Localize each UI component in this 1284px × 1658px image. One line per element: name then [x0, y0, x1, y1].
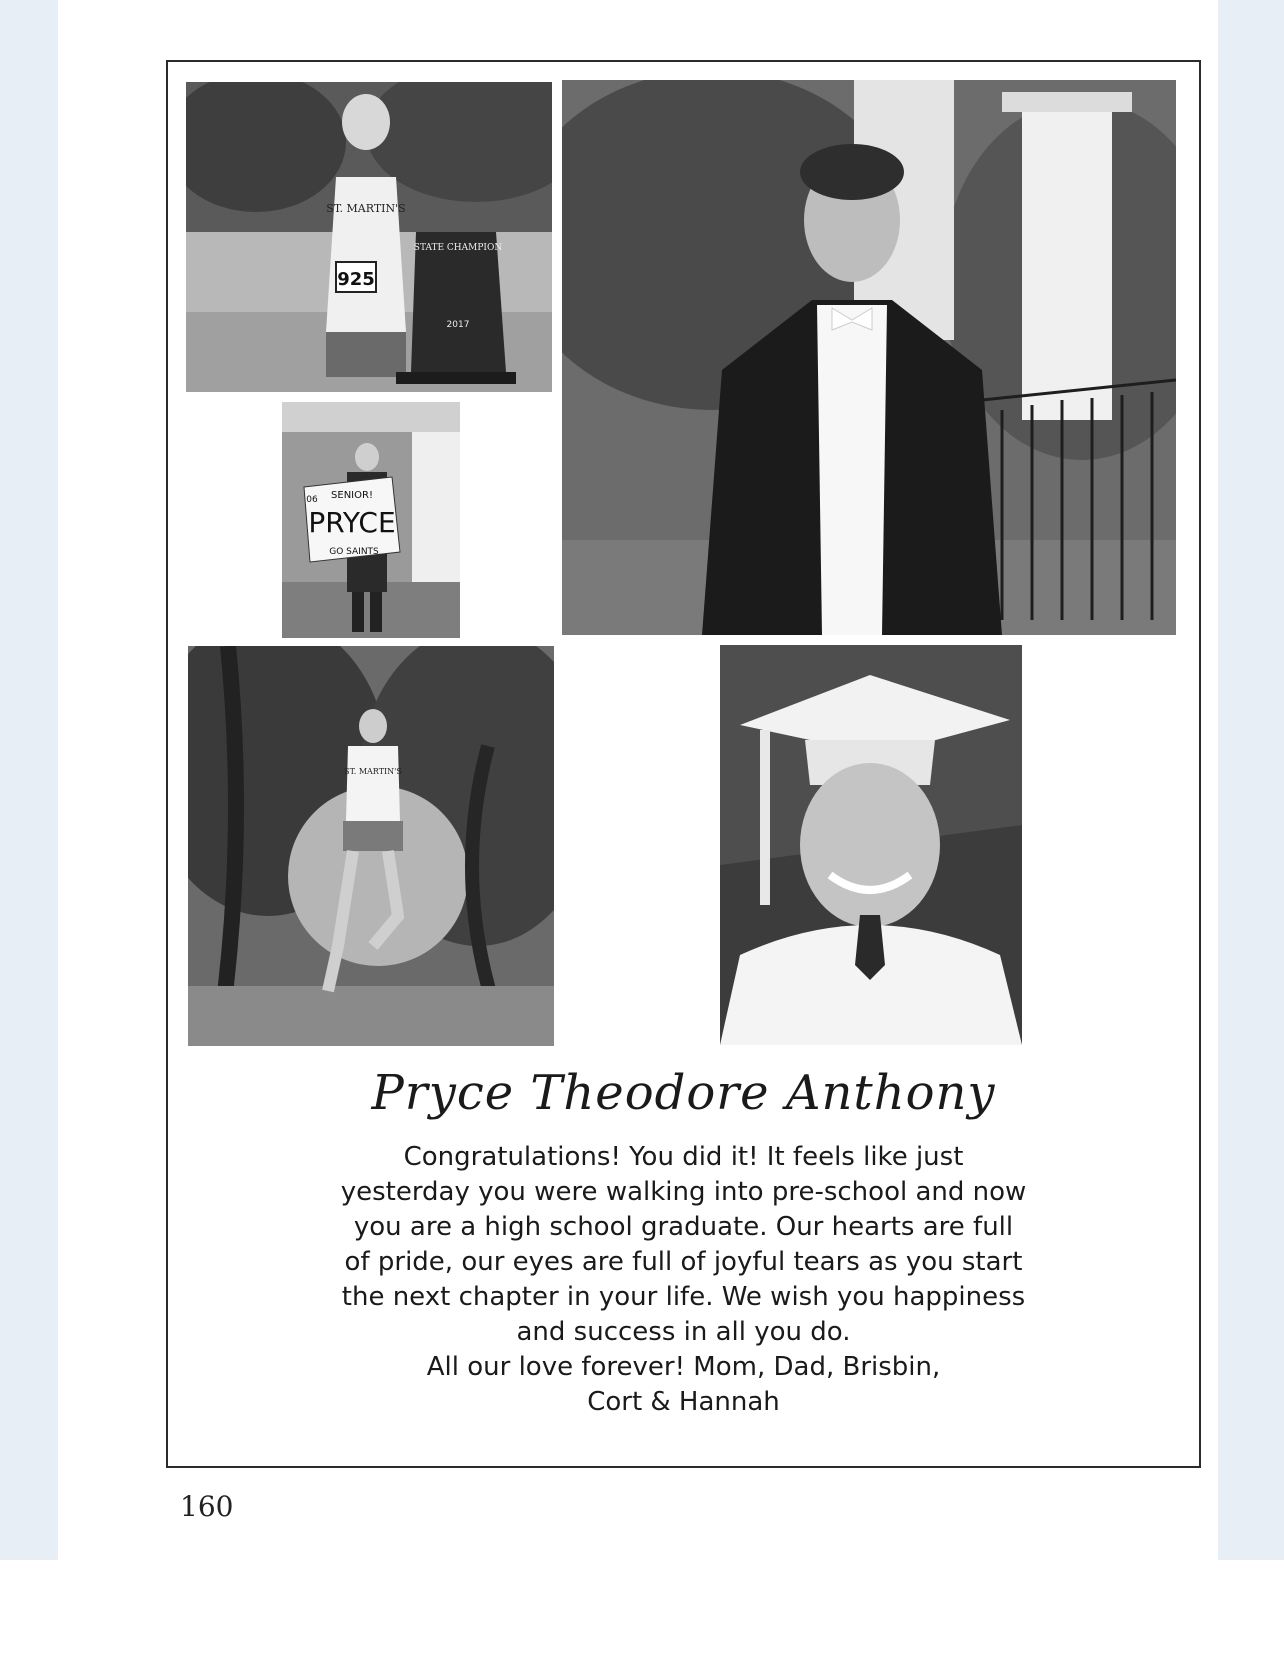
message-line: of pride, our eyes are full of joyful tears as you start — [344, 1247, 1023, 1277]
page-number: 160 — [180, 1490, 234, 1523]
message-line: Cort & Hannah — [587, 1387, 780, 1417]
honoree-name: Pryce Theodore Anthony — [371, 1065, 996, 1121]
trophy-year-text: 2017 — [446, 320, 470, 330]
scan-edge-right — [1218, 0, 1284, 1560]
message-line: yesterday you were walking into pre-school and now — [340, 1177, 1027, 1207]
photo-track-trophy — [186, 82, 552, 392]
tribute-message — [166, 1140, 1201, 1420]
message-line: and success in all you do. — [516, 1317, 851, 1347]
photo-formal-portrait — [562, 80, 1176, 635]
photo-preschool-graduation — [720, 645, 1022, 1045]
photo-senior-sign — [282, 402, 460, 638]
sign-number-text: 06 — [306, 495, 318, 505]
sign-senior-text: SENIOR! — [331, 490, 373, 501]
runner-jersey-text: ST. MARTIN'S — [344, 767, 402, 776]
sign-name-text: PRYCE — [308, 506, 396, 539]
message-line: All our love forever! Mom, Dad, Brisbin, — [426, 1352, 941, 1382]
message-line: the next chapter in your life. We wish you happiness — [341, 1282, 1026, 1312]
message-line: you are a high school graduate. Our hearts are full — [353, 1212, 1014, 1242]
sign-go-saints-text: GO SAINTS — [329, 547, 379, 557]
bib-number-text: 925 — [337, 269, 375, 290]
trophy-title-text: STATE CHAMPION — [413, 243, 503, 253]
jersey-text: ST. MARTIN'S — [326, 202, 406, 215]
photo-cross-country-run — [188, 646, 554, 1046]
scan-edge-left — [0, 0, 58, 1560]
message-line: Congratulations! You did it! It feels like just — [403, 1142, 964, 1172]
